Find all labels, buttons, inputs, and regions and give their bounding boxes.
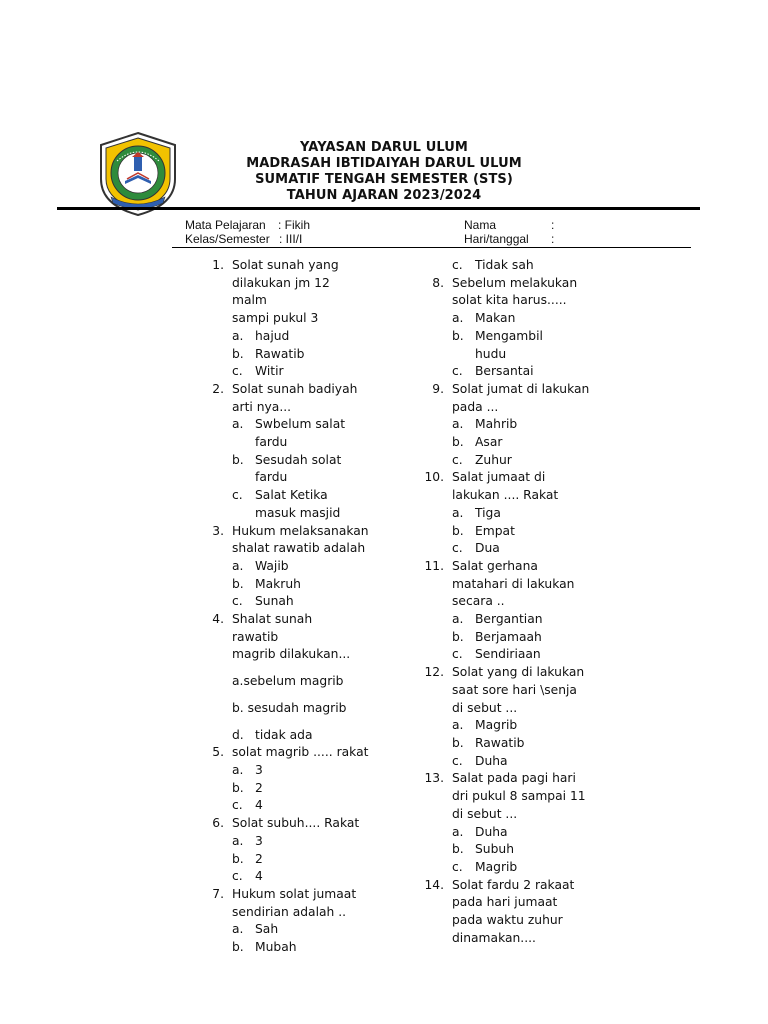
option-text: tidak ada [255,727,313,742]
question-number: 3. [212,523,224,538]
option-text: Sendiriaan [475,647,541,662]
question-line: pada ... [452,399,499,414]
option-text: Tidak sah [475,258,534,272]
option [200,416,400,451]
option [420,505,620,523]
option [420,363,620,381]
option [200,762,400,780]
option [200,921,400,939]
option-text: 2 [255,780,263,795]
option-letter: c. [452,753,463,768]
class-label: Kelas/Semester [185,232,270,246]
option: b. sesudah magrib [232,700,347,715]
question-11 [420,558,620,611]
question-number: 2. [212,381,224,396]
option-line: Sesudah solat [255,452,342,467]
question-text [224,611,362,664]
questions-left-column [200,257,400,957]
option-letter: a. [232,558,244,573]
question-line: Solat sunah yang [232,258,339,272]
question-line: solat kita harus..... [452,293,567,308]
date-label: Hari/tanggal [464,232,529,246]
option-letter: b. [232,851,244,866]
option-letter: a. [232,762,244,777]
question-line: matahari di lakukan [452,576,575,591]
option-text: Wajib [255,558,289,573]
option-text: Sah [255,922,279,937]
option [420,841,620,859]
option-text: Witir [255,364,284,379]
question-line: pada hari jumaat [452,895,558,910]
question-12 [420,664,620,717]
option [420,859,620,877]
option-line: fardu [255,435,288,450]
question-line: sampi pukul 3 [232,311,319,326]
option-text: Empat [475,523,515,538]
option [420,646,620,664]
header-foundation: YAYASAN DARUL ULUM [300,140,468,155]
question-number: 12. [424,665,444,680]
subject-label: Mata Pelajaran [185,218,266,232]
option-text: 2 [255,851,263,866]
option-letter: a. [232,833,244,848]
option-line: masuk masjid [255,505,341,520]
option-letter: c. [452,859,463,874]
question-line: lakukan .... Rakat [452,488,559,503]
option [200,328,400,346]
option: a.sebelum magrib [232,674,344,689]
option [420,611,620,629]
option [200,939,400,957]
option-text: Mubah [255,940,297,955]
option-letter: b. [232,346,244,361]
question-1 [200,257,400,328]
question-number: 4. [212,612,224,627]
option-line: Salat Ketika [255,488,328,503]
option-letter: d. [232,727,244,742]
option-letter: c. [452,258,463,272]
question-number: 13. [424,771,444,786]
name-label: Nama [464,218,497,232]
name-colon: : [551,218,555,232]
option-text: 3 [255,833,263,848]
option-text: 4 [255,869,263,884]
option-letter: c. [452,452,463,467]
question-text [224,815,382,833]
option-text: Makan [475,311,516,326]
option-letter: a. [452,718,464,733]
option-letter: a. [452,824,464,839]
option-text: 4 [255,798,263,813]
option [200,868,400,886]
question-line: sendirian adalah .. [232,904,347,919]
option-text [255,487,355,522]
identity-divider [172,247,691,248]
question-text [444,558,582,611]
option [420,328,620,363]
header-exam: SUMATIF TENGAH SEMESTER (STS) [255,172,513,187]
option-text [255,416,355,451]
option-letter: c. [232,488,243,503]
option [420,735,620,753]
school-logo [97,131,179,217]
option-letter: c. [452,541,463,556]
option [420,717,620,735]
option-letter: a. [452,505,464,520]
option [420,310,620,328]
option-text: Mahrib [475,417,518,432]
option [200,558,400,576]
option-letter: a. [452,612,464,627]
question-line: Sebelum melakukan [452,275,578,290]
option [420,753,620,771]
option-letter: b. [232,452,244,467]
question-text [444,664,602,717]
option-text: Subuh [475,842,514,857]
option [420,452,620,470]
question-text [224,257,362,328]
question-text [444,877,582,948]
question-text [224,381,362,416]
question-number: 1. [212,258,224,272]
question-line: di sebut ... [452,806,518,821]
option-text: Sunah [255,594,294,609]
question-line: Solat subuh.... Rakat [232,816,360,831]
option-letter: c. [232,594,243,609]
question-number: 8. [432,275,444,290]
question-5 [200,744,400,762]
option-letter: a. [232,922,244,937]
option-text: Rawatib [255,346,305,361]
question-text [444,770,602,823]
option-text: Duha [475,753,508,768]
option [200,487,400,522]
option-text: Zuhur [475,452,512,467]
option-text: Duha [475,824,508,839]
question-number: 6. [212,816,224,831]
option-letter: b. [452,842,464,857]
option-text: Magrib [475,859,518,874]
question-line: Hukum melaksanakan [232,523,369,538]
question-9 [420,381,620,416]
question-text [444,275,582,310]
question-text [224,886,362,921]
question-number: 10. [424,470,444,485]
option [200,851,400,869]
option-text [255,452,355,487]
header-divider [57,207,700,210]
question-2 [200,381,400,416]
question-13 [420,770,620,823]
question-line: Solat jumat di lakukan [452,381,590,396]
question-line: dilakukan jm 12 malm [232,275,330,308]
option-text: Asar [475,435,503,450]
question-line: shalat rawatib adalah [232,541,366,556]
option-text: hajud [255,328,290,343]
question-4 [200,611,400,664]
option-letter: b. [452,735,464,750]
question-number: 9. [432,381,444,396]
option-letter: c. [452,647,463,662]
question-line: Salat gerhana [452,558,538,573]
option [200,346,400,364]
option-text: Rawatib [475,735,525,750]
question-line: secara .. [452,594,505,609]
question-line: Solat fardu 2 rakaat [452,877,575,892]
option [200,780,400,798]
option [200,797,400,815]
question-line: Solat yang di lakukan [452,665,585,680]
option [200,727,400,745]
question-line: dinamakan.... [452,930,536,945]
option [200,593,400,611]
option-letter: c. [232,798,243,813]
option-letter: b. [452,328,464,343]
question-10 [420,469,620,504]
question-text [224,744,382,762]
option-letter: b. [232,940,244,955]
option-text: Berjamaah [475,629,542,644]
header-school: MADRASAH IBTIDAIYAH DARUL ULUM [246,156,522,171]
option-text: Mengambil hudu [475,328,543,361]
question-line: pada waktu zuhur [452,913,563,928]
option-text: Tiga [475,505,501,520]
question-line: Hukum solat jumaat [232,886,357,901]
question-7 [200,886,400,921]
option-letter: b. [452,435,464,450]
option-line: fardu [255,470,288,485]
question-6 [200,815,400,833]
option-letter: b. [452,523,464,538]
option [200,452,400,487]
question-3 [200,523,400,558]
question-8 [420,275,620,310]
option-letter: b. [452,629,464,644]
question-text [444,381,602,416]
question-line: solat magrib ..... rakat [232,745,369,760]
option-line: Swbelum salat [255,417,346,432]
question-line: Salat pada pagi hari [452,771,576,786]
header-year: TAHUN AJARAN 2023/2024 [286,188,482,203]
option-text: Dua [475,541,500,556]
document-header [200,140,568,204]
question-line: Solat sunah badiyah [232,381,358,396]
question-number: 14. [424,877,444,892]
option [420,257,620,275]
option-letter: c. [232,869,243,884]
question-text [444,469,582,504]
option [420,629,620,647]
option [200,576,400,594]
question-text [224,523,372,558]
option [420,434,620,452]
option-letter: a. [452,311,464,326]
option-text: Magrib [475,718,518,733]
question-14 [420,877,620,948]
question-number: 7. [212,886,224,901]
option-text: Bergantian [475,612,543,627]
option-letter: a. [232,417,244,432]
question-line: Shalat sunah rawatib [232,612,313,644]
option-text: Makruh [255,576,301,591]
option-letter: b. [232,576,244,591]
option [200,363,400,381]
class-value: : III/I [279,232,303,246]
subject-value: : Fikih [278,218,311,232]
option [420,416,620,434]
option [420,824,620,842]
question-line: magrib dilakukan... [232,647,351,662]
question-number: 11. [424,558,444,573]
option-letter: c. [452,364,463,379]
questions-right-column [420,257,620,947]
option-letter: a. [232,328,244,343]
option [200,833,400,851]
option-letter: b. [232,780,244,795]
date-colon: : [551,232,555,246]
option-letter: c. [232,364,243,379]
question-line: saat sore hari \senja [452,682,577,697]
option-text: 3 [255,762,263,777]
option-text: Bersantai [475,364,534,379]
option-letter: a. [452,417,464,432]
question-line: dri pukul 8 sampai 11 [452,789,586,804]
option [420,523,620,541]
question-number: 5. [212,745,224,760]
question-line: di sebut ... [452,700,518,715]
question-line: arti nya... [232,399,292,414]
option [420,540,620,558]
question-line: Salat jumaat di [452,470,546,485]
